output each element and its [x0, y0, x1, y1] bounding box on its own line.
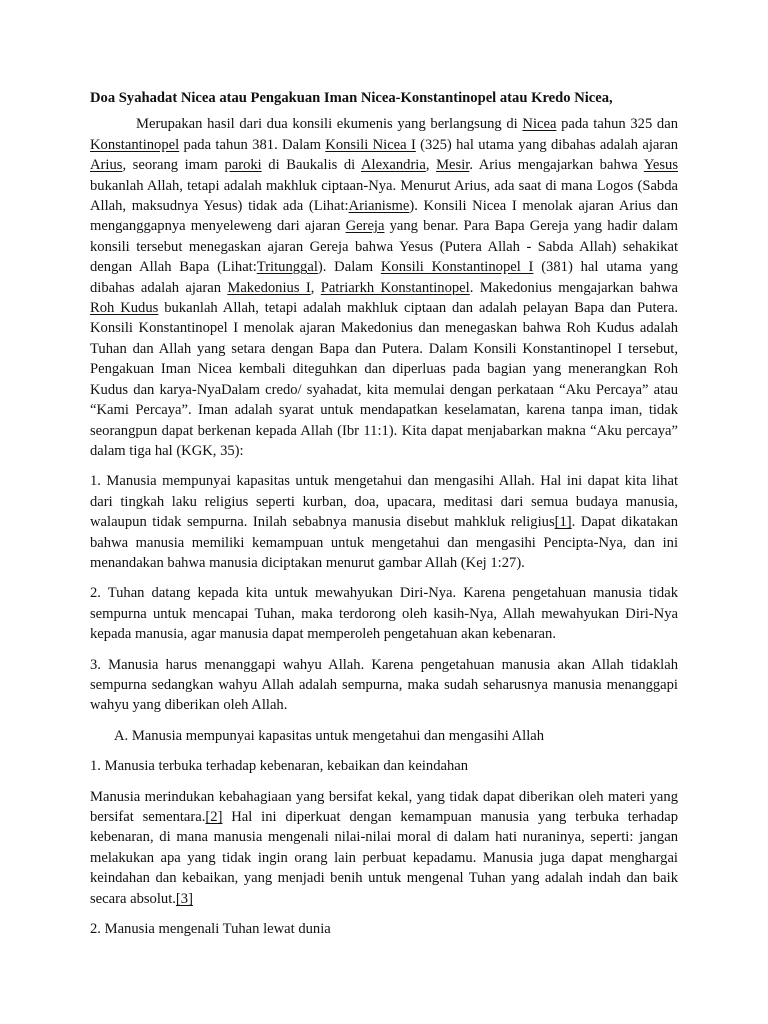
- paragraph-section-a: [90, 726, 678, 746]
- hyperlink[interactable]: Konstantinopel: [90, 136, 180, 153]
- document-body: [90, 114, 678, 939]
- text-run: pada tahun 381. Dalam: [179, 136, 326, 153]
- text-run: . Makedonius mengajarkan bahwa: [469, 279, 678, 296]
- hyperlink[interactable]: Patriarkh Konstantinopel: [320, 279, 470, 296]
- text-run: . Arius mengajarkan bahwa: [469, 157, 644, 174]
- hyperlink[interactable]: Nicea: [522, 116, 557, 133]
- text-run: bukanlah Allah, tetapi adalah makhluk ciptaan-Nya. Menurut Arius, ada saat di mana Logos (Sabda Allah, maksudnya Yesus) tidak ada (Lihat:: [90, 177, 678, 215]
- paragraph-point-3: [90, 655, 678, 716]
- hyperlink[interactable]: Arius: [90, 157, 123, 174]
- text-run: 2. Manusia mengenali Tuhan lewat dunia: [90, 921, 331, 938]
- text-run: Hal ini diperkuat dengan kemampuan manusia yang terbuka terhadap kebenaran, di mana manusia mengenali nilai-nilai moral di dalam hati nuraninya, seperti: jangan melakukan apa yang tidak ingin orang lain perbuat kepadamu. Manusia juga dapat menghargai keindahan dan kebaikan, yang menjadi benih untuk mengenal Tuhan yang adalah indah dan baik secara absolut.: [90, 809, 678, 907]
- paragraph-point-2: [90, 583, 678, 644]
- hyperlink[interactable]: Arianisme: [348, 198, 410, 215]
- text-run: 3. Manusia harus menanggapi wahyu Allah. Karena pengetahuan manusia akan Allah tidaklah sempurna sedangkan wahyu Allah adalah sempurna, maka sudah seharusnya manusia menanggapi wahyu yang diberikan oleh Allah.: [90, 656, 678, 714]
- hyperlink[interactable]: Makedonius I: [227, 279, 311, 296]
- text-run: (325) hal utama yang dibahas adalah ajaran: [415, 136, 678, 153]
- paragraph-intro: [90, 114, 678, 461]
- hyperlink[interactable]: Mesir: [436, 157, 470, 174]
- text-run: 1. Manusia mempunyai kapasitas untuk mengetahui dan mengasihi Allah. Hal ini dapat kita lihat dari tingkah laku religius seperti kurban, doa, upacara, meditasi dari semua budaya manusia, walaupun tidak sempurna. Inilah sebabnya manusia disebut mahkluk religius: [90, 473, 678, 531]
- text-run: yang benar. Para Bapa Gereja yang hadir dalam konsili tersebut menegaskan ajaran Gereja bahwa Yesus (Putera Allah - Sabda Allah) sehakikat dengan Allah Bapa (Lihat:: [90, 218, 679, 276]
- hyperlink[interactable]: Konsili Nicea I: [325, 136, 416, 153]
- text-run: Manusia merindukan kebahagiaan yang bersifat kekal, yang tidak dapat diberikan oleh materi yang bersifat sementara.: [90, 788, 678, 825]
- text-run: ). Konsili Nicea I menolak ajaran Arius dan menganggapnya menyeleweng dari ajaran: [90, 198, 678, 235]
- hyperlink[interactable]: Konsili Konstantinopel I: [380, 259, 534, 276]
- text-run: 2. Tuhan datang kepada kita untuk mewahyukan Diri-Nya. Karena pengetahuan manusia tidak sempurna untuk mencapai Tuhan, maka terdorong oleh kasih-Nya, Allah mewahyukan Diri-Nya kepada manusia, agar manusia dapat memperoleh pengetahuan akan kebenaran.: [90, 585, 678, 643]
- text-run: bukanlah Allah, tetapi adalah makhluk ciptaan dan adalah pelayan Bapa dan Putera. Konsili Konstantinopel I menolak ajaran Makedonius dan menegaskan bahwa Roh Kudus adalah Tuhan dan Allah yang setara dengan Bapa dan Putera. Dalam Konsili Konstantinopel I tersebut, Pengakuan Iman Nicea kembali diteguhkan dan diperluas pada bagian yang menerangkan Roh Kudus dan karya-NyaDalam credo/ syahadat, kita memulai dengan perkataan “Aku Percaya” atau “Kami Percaya”. Iman adalah syarat untuk mendapatkan keselamatan, karena tanpa iman, tidak seorangpun dapat berkenan kepada Allah (Ibr 11:1). Kita dapat menjabarkan makna “Aku percaya” dalam tiga hal (KGK, 35):: [90, 300, 678, 459]
- hyperlink[interactable]: Yesus: [643, 157, 679, 174]
- hyperlink[interactable]: paroki: [224, 157, 262, 174]
- paragraph-body-1: [90, 787, 678, 909]
- hyperlink[interactable]: Alexandria: [361, 157, 426, 174]
- hyperlink[interactable]: Gereja: [345, 218, 385, 235]
- text-run: 1. Manusia terbuka terhadap kebenaran, kebaikan dan keindahan: [90, 758, 469, 775]
- text-run: , seorang imam: [122, 157, 225, 174]
- paragraph-point-1: [90, 471, 678, 573]
- text-run: . Dapat dikatakan bahwa manusia memiliki kemampuan untuk mengetahui dan mengasihi Pencipta-Nya, dan ini menandakan bahwa manusia diciptakan menurut gambar Allah (Kej 1:27).: [90, 514, 678, 571]
- hyperlink[interactable]: Tritunggal: [256, 259, 318, 276]
- text-run: ,: [425, 157, 437, 174]
- text-run: ,: [310, 279, 321, 296]
- paragraph-sub-2: [90, 919, 678, 939]
- text-run: Merupakan hasil dari dua konsili ekumenis yang berlangsung di: [136, 116, 523, 133]
- hyperlink[interactable]: [3]: [175, 890, 193, 907]
- hyperlink[interactable]: Roh Kudus: [90, 300, 159, 317]
- document-title: Doa Syahadat Nicea atau Pengakuan Iman Nicea-Konstantinopel atau Kredo Nicea,: [90, 90, 613, 106]
- paragraph-sub-1: [90, 756, 678, 776]
- text-run: A. Manusia mempunyai kapasitas untuk mengetahui dan mengasihi Allah: [114, 727, 545, 744]
- text-run: pada tahun 325 dan: [556, 116, 678, 133]
- text-run: di Baukalis di: [261, 157, 361, 174]
- hyperlink[interactable]: [1]: [554, 514, 572, 531]
- text-run: ). Dalam: [317, 259, 381, 276]
- document-page: [90, 88, 678, 949]
- text-run: (381) hal utama yang dibahas adalah ajaran: [90, 259, 678, 296]
- hyperlink[interactable]: [2]: [205, 809, 223, 825]
